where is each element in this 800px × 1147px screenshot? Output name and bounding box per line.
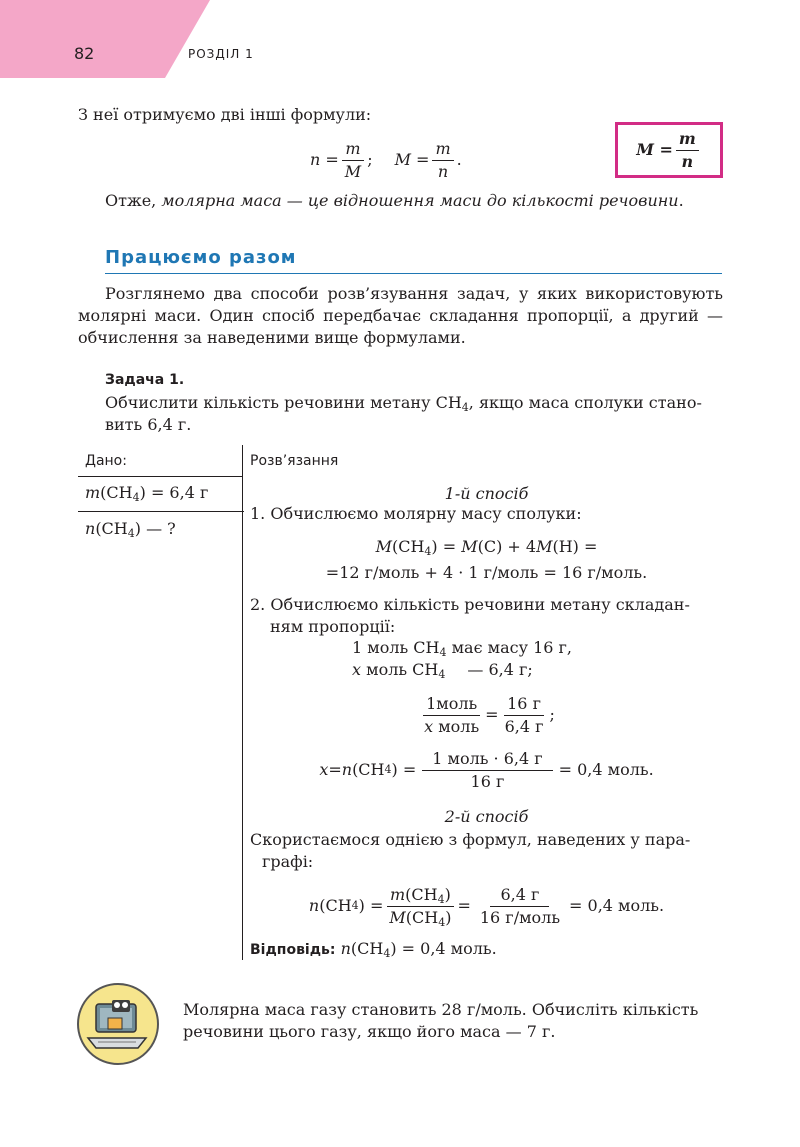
table-divider <box>242 445 243 960</box>
intro-line: З неї отримуємо дві інші формули: <box>78 105 372 124</box>
given-header: Дано: <box>85 453 127 469</box>
eq-molar-mass: $M(CH_4) = M(C) + 4M(H)$ = <box>375 537 598 558</box>
proportion-ratio: $\frac{\text{1моль}}{\text{x моль}}$ = $\frac{16 г}{6,4 г}$ ; <box>424 693 555 736</box>
method2-text: Скористаємося однією з формул, наведених у пара- графі: <box>250 830 691 871</box>
task-title: Задача 1. <box>105 372 185 388</box>
section-title: Працюємо разом <box>105 247 297 268</box>
solution-header: Розв’язання <box>250 453 339 469</box>
computer-icon <box>76 982 160 1066</box>
exercise-text: Молярна маса газу становить 28 г/моль. Обчисліть кількість речовини цього газу, якщо його маса — 7 г. <box>183 1000 699 1041</box>
answer: Відповідь: $n(CH_4) = 0,4$ моль. <box>250 939 497 960</box>
page-number: 82 <box>74 44 95 63</box>
header-band <box>0 0 210 78</box>
result-formula: n (CH 4 ) = $\frac{m(CH_4)}{M(CH_4)}$ = $\frac{6,4 г}{\text{16 г/моль}}$ = 0,4 моль. <box>308 884 665 929</box>
proportion-line2: x моль $CH_4$ — 6,4 г; <box>352 660 533 681</box>
step2: 2. Обчислюємо кількість речовини метану складан- ням пропорції: <box>250 595 690 636</box>
boxed-formula: M = $\frac{m}{n}$ <box>615 122 723 178</box>
section-divider <box>105 273 722 274</box>
method2-title: 2-й спосіб <box>444 807 529 826</box>
derived-formulas: n = $\frac{m}{M}$ ; M = $\frac{m}{n}$ . <box>310 138 462 181</box>
given-find-divider <box>78 511 244 512</box>
given-divider <box>78 476 242 477</box>
step1: 1. Обчислюємо молярну масу сполуки: <box>250 504 582 523</box>
task-text: Обчислити кількість речовини метану $CH_4$, якщо маса сполуки стано- вить 6,4 г. <box>105 393 702 434</box>
chapter-label: РОЗДІЛ 1 <box>188 47 254 61</box>
proportion-line1: 1 моль $CH_4$ має масу 16 г, <box>352 638 572 659</box>
given-mass: $m(CH_4) = 6,4$ г <box>85 483 209 504</box>
section-text: Розглянемо два способи розв’язування задач, у яких використовують молярні маси. Один спосіб передбачає складання пропорції, а другий — обчислення за наведеними вище формулами. <box>78 284 723 347</box>
given-find: $n(CH_4)$ — ? <box>85 519 176 540</box>
conclusion: Отже, молярна маса — це відношення маси до кількості речовини. <box>105 191 684 210</box>
method1-title: 1-й спосіб <box>444 484 529 503</box>
result-proportion: x = n (CH 4 ) = $\frac{\text{1 моль · 6,4 г}}{16 г}$ = 0,4 моль. <box>319 748 654 791</box>
eq-molar-mass-result: =12 г/моль + 4 · 1 г/моль = 16 г/моль. <box>325 563 648 582</box>
